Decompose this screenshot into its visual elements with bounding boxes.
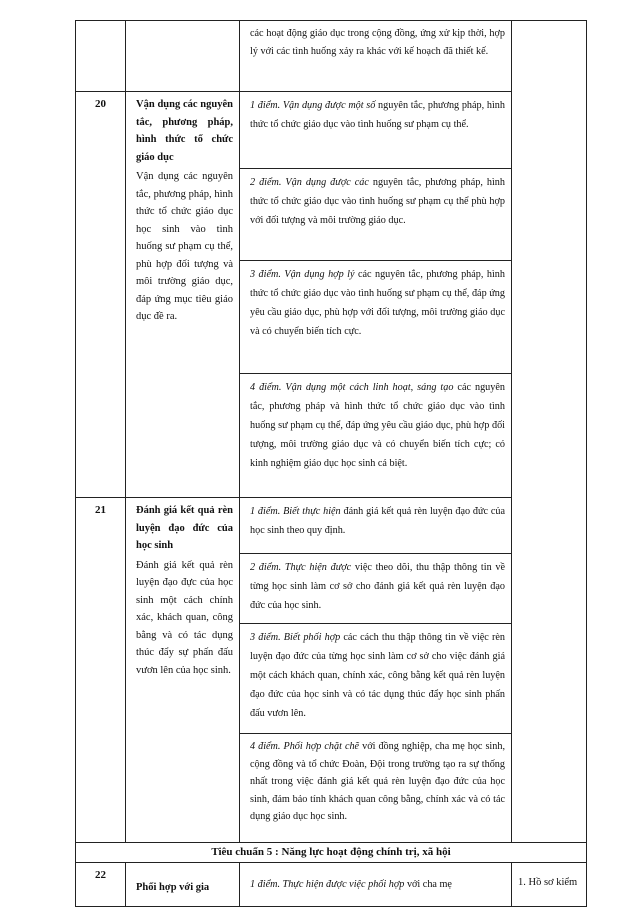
table-row (76, 21, 587, 92)
standard-heading: Tiêu chuẩn 5 : Năng lực hoạt động chính trị, xã hội (76, 843, 587, 863)
level-4: 4 điểm. Phối hợp chặt chẽ với đồng nghiệp, cha mẹ học sinh, cộng đồng và tổ chức Đoàn, Đội trong trường tạo ra sự thống nhất trong việc đánh giá kết quả rèn luyện đạo đức của học sinh, đảm bảo tính khách quan công bằng, chính xác và có tác dụng giáo dục học sinh. (240, 734, 512, 843)
level-2: 2 điểm. Thực hiện được việc theo dõi, thu thập thông tin về từng học sinh làm cơ sở cho đánh giá kết quả rèn luyện đạo đức của học sinh. (240, 554, 512, 624)
criterion-description: Đánh giá kết quả rèn luyện đạo đực của học sinh một cách chính xác, khách quan, công bằng và có tác dụng thúc đẩy sự phấn đấu vươn lên của học sinh. (136, 559, 233, 676)
evidence-cell: 1. Hồ sơ kiểm (512, 863, 587, 907)
criterion-description: Vận dụng các nguyên tắc, phương pháp, hình thức tổ chức giáo dục học sinh vào tình huống sư phạm cụ thể, phù hợp đối tượng và môi trường giáo dục, đáp ứng mục tiêu giáo dục đề ra. (136, 171, 233, 322)
criterion-number: 22 (76, 863, 126, 907)
criterion-title: Phối hợp với gia (136, 882, 210, 893)
level-1: 1 điểm. Vận dụng được một số nguyên tắc, phương pháp, hình thức tổ chức giáo dục vào tình huống sư phạm cụ thể. (240, 92, 512, 169)
level-3: 3 điểm. Vận dụng hợp lý các nguyên tắc, phương pháp, hình thức tổ chức giáo dục vào tình huống sư phạm cụ thể, đáp ứng yêu cầu giáo dục, phù hợp với đối tượng, môi trường giáo dục và có chuyển biến tích cực. (240, 261, 512, 374)
criterion-title: Đánh giá kết quả rèn luyện đạo đức của học sinh (136, 505, 233, 551)
criterion-title: Vận dụng các nguyên tắc, phương pháp, hình thức tổ chức giáo dục (136, 99, 233, 163)
level-1: 1 điểm. Thực hiện được việc phối hợp với cha mẹ (240, 863, 512, 907)
level-4: 4 điểm. Vận dụng một cách linh hoạt, sáng tạo các nguyên tắc, phương pháp và hình thức tổ chức giáo dục vào tình huống sư phạm cụ thể, đáp ứng yêu cầu giáo dục, phù hợp đối tượng, môi trường giáo dục và có chuyển biến tích cực; có kinh nghiệm giáo dục học sinh cá biệt. (240, 374, 512, 498)
level-3: 3 điểm. Biết phối hợp các cách thu thập thông tin về việc rèn luyện đạo đức của từng học sinh làm cơ sở cho việc đánh giá một cách khách quan, chính xác, công bằng kết quả rèn luyện đạo đức của học sinh và có tác dụng thúc đẩy học sinh phấn đấu vươn lên. (240, 624, 512, 734)
criterion-number: 21 (76, 498, 126, 843)
criterion-number: 20 (76, 92, 126, 498)
continuation-text: các hoạt động giáo dục trong cộng đồng, ứng xử kịp thời, hợp lý với các tình huống xảy ra khác với kế hoạch đã thiết kế. (250, 28, 505, 57)
level-1: 1 điểm. Biết thực hiện đánh giá kết quả rèn luyện đạo đức của học sinh theo quy định. (240, 498, 512, 554)
criteria-table (75, 20, 587, 907)
table-row (76, 498, 587, 554)
level-2: 2 điểm. Vận dụng được các nguyên tắc, phương pháp, hình thức tổ chức giáo dục vào tình huống sư phạm cụ thể phù hợp với đối tượng và môi trường giáo dục. (240, 169, 512, 261)
table-row (76, 92, 587, 169)
table-row (76, 843, 587, 863)
table-row (76, 863, 587, 907)
